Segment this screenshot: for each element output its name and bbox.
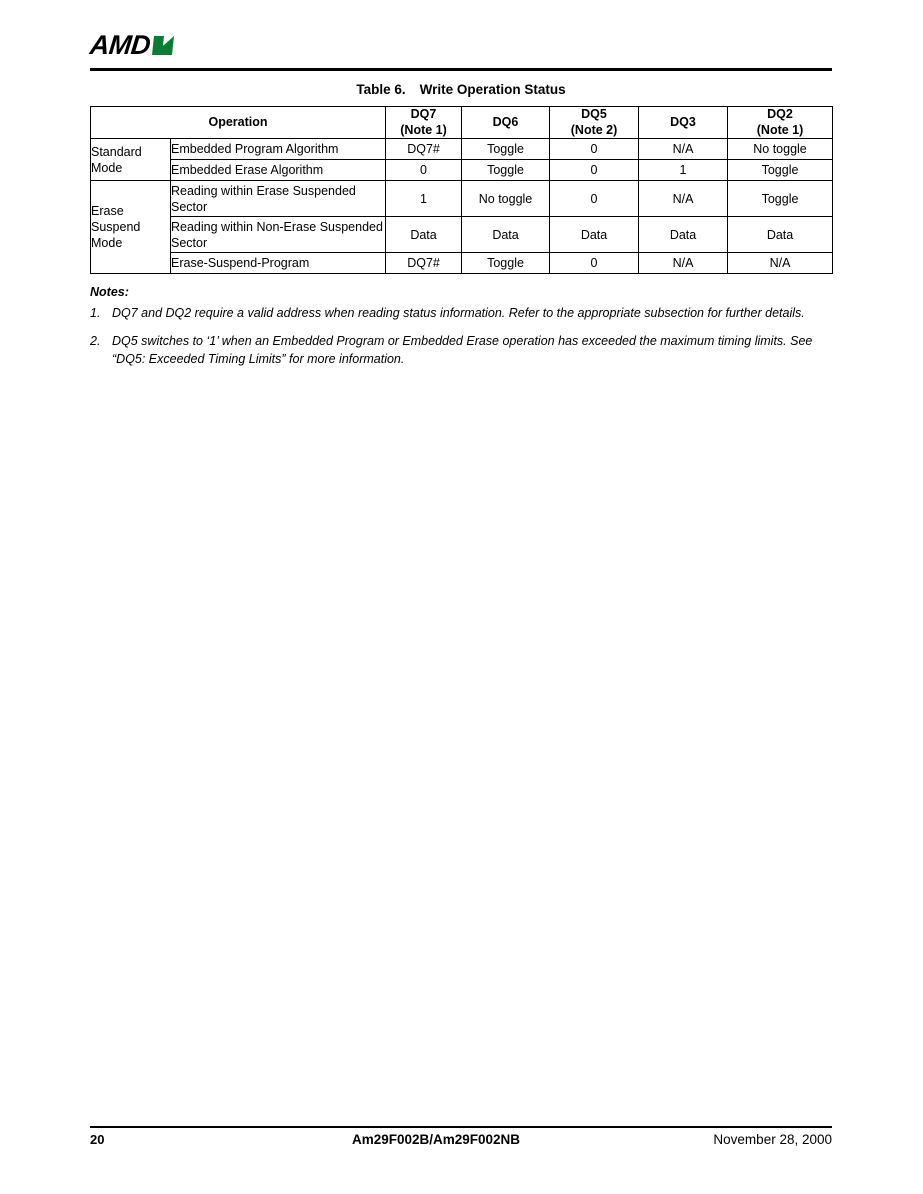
cell-dq5: Data xyxy=(550,217,639,253)
cell-dq2: Toggle xyxy=(728,181,833,217)
cell-dq2: No toggle xyxy=(728,139,833,160)
operation-cell: Reading within Erase Suspended Sector xyxy=(171,181,386,217)
amd-logo xyxy=(90,30,173,61)
footer-date: November 28, 2000 xyxy=(713,1132,832,1147)
cell-dq7: 0 xyxy=(386,160,462,181)
cell-dq2: Data xyxy=(728,217,833,253)
cell-dq7: Data xyxy=(386,217,462,253)
table-row xyxy=(91,139,833,160)
cell-dq2: N/A xyxy=(728,253,833,274)
write-operation-status-table xyxy=(90,106,832,274)
table-row xyxy=(91,181,833,217)
cell-dq7: DQ7# xyxy=(386,253,462,274)
column-header-dq6: DQ6 xyxy=(462,107,550,139)
cell-dq6: Toggle xyxy=(462,139,550,160)
notes-section xyxy=(90,285,842,378)
column-header-dq2: DQ2 (Note 1) xyxy=(728,107,833,139)
operation-cell: Erase-Suspend-Program xyxy=(171,253,386,274)
note-text: DQ7 and DQ2 require a valid address when reading status information. Refer to the appropriate subsection for further details. xyxy=(112,306,805,320)
cell-dq6: Toggle xyxy=(462,253,550,274)
header-divider xyxy=(90,68,832,71)
table-header-row xyxy=(91,107,833,139)
column-header-dq3: DQ3 xyxy=(639,107,728,139)
cell-dq2: Toggle xyxy=(728,160,833,181)
operation-cell: Embedded Erase Algorithm xyxy=(171,160,386,181)
operation-cell: Reading within Non-Erase Suspended Sector xyxy=(171,217,386,253)
footer-document-title: Am29F002B/Am29F002NB xyxy=(351,1132,521,1147)
cell-dq5: 0 xyxy=(550,181,639,217)
page-footer xyxy=(90,1132,832,1147)
table-caption-title: Write Operation Status xyxy=(419,82,566,97)
table-caption xyxy=(90,82,832,97)
column-header-operation: Operation xyxy=(91,107,386,139)
table-row xyxy=(91,160,833,181)
group-label-standard-mode: Standard Mode xyxy=(91,139,171,181)
note-item xyxy=(90,304,842,322)
cell-dq3: N/A xyxy=(639,139,728,160)
notes-title: Notes: xyxy=(90,285,129,299)
note-number: 2. xyxy=(90,334,101,349)
note-text: DQ5 switches to ‘1’ when an Embedded Program or Embedded Erase operation has exceeded the maximum timing limits. See “DQ5: Exceeded Timing Limits” for more information. xyxy=(112,334,813,367)
group-label-erase-suspend-mode: Erase Suspend Mode xyxy=(91,181,171,274)
table-row xyxy=(91,217,833,253)
cell-dq5: 0 xyxy=(550,253,639,274)
table-row xyxy=(91,253,833,274)
footer-page-number: 20 xyxy=(90,1132,105,1147)
cell-dq5: 0 xyxy=(550,139,639,160)
cell-dq3: Data xyxy=(639,217,728,253)
note-number: 1. xyxy=(90,306,101,320)
cell-dq6: No toggle xyxy=(462,181,550,217)
table-caption-label: Table 6. xyxy=(356,82,406,97)
amd-logo-text: AMD xyxy=(88,30,152,60)
cell-dq3: 1 xyxy=(639,160,728,181)
cell-dq7: 1 xyxy=(386,181,462,217)
cell-dq7: DQ7# xyxy=(386,139,462,160)
column-header-dq7: DQ7 (Note 1) xyxy=(386,107,462,139)
cell-dq3: N/A xyxy=(639,253,728,274)
note-item xyxy=(90,332,842,368)
amd-arrow-icon xyxy=(152,36,174,55)
column-header-dq5: DQ5 (Note 2) xyxy=(550,107,639,139)
cell-dq3: N/A xyxy=(639,181,728,217)
footer-divider xyxy=(90,1126,832,1128)
cell-dq5: 0 xyxy=(550,160,639,181)
operation-cell: Embedded Program Algorithm xyxy=(171,139,386,160)
cell-dq6: Toggle xyxy=(462,160,550,181)
cell-dq6: Data xyxy=(462,217,550,253)
